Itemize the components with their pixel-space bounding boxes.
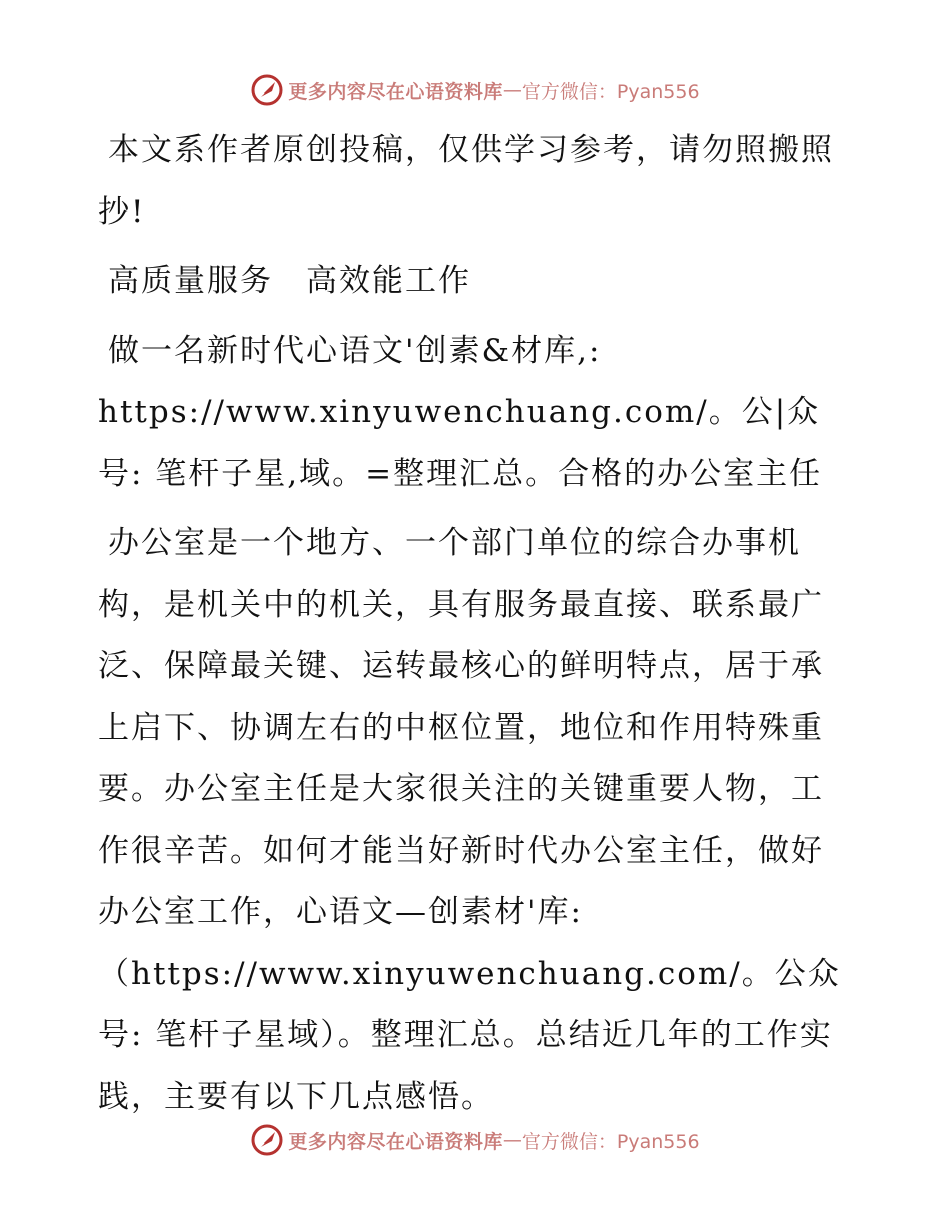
paragraph-title: 做一名新时代心语文'创素&材库,: https://www.xinyuwenchuang.com/。公|众号: 笔杆子星,域。=整理汇总。合格的办公室主任 xyxy=(98,332,823,492)
banner-separator: — xyxy=(502,79,522,101)
footer-watermark-banner xyxy=(0,1120,950,1160)
paragraph-slogan: 高质量服务 高效能工作 xyxy=(108,263,471,299)
banner-wechat: 官方微信：Pyan556 xyxy=(521,80,700,103)
banner-separator: — xyxy=(502,1129,522,1151)
paragraph-notice: 本文系作者原创投稿，仅供学习参考，请勿照搬照抄! xyxy=(98,132,834,230)
header-watermark-banner xyxy=(0,70,950,110)
document-body xyxy=(98,120,850,1128)
quill-logo-icon xyxy=(250,1123,284,1157)
quill-logo-icon xyxy=(250,73,284,107)
banner-wechat: 官方微信：Pyan556 xyxy=(521,1130,700,1153)
banner-text: 更多内容尽在心语资料库 xyxy=(288,80,503,103)
paragraph-body: 办公室是一个地方、一个部门单位的综合办事机构，是机关中的机关，具有服务最直接、联系最广泛、保障最关键、运转最核心的鲜明特点，居于承上启下、协调左右的中枢位置，地位和作用特殊重要。办公室主任是大家很关注的关键重要人物，工作很辛苦。如何才能当好新时代办公室主任，做好办公室工作，心语文—创素材'库: （https://www.xinyuwenchuang.com/。公众号: 笔杆子星域）。整理汇总。总结近几年的工作实践，主要有以下几点感悟。 xyxy=(98,525,841,1115)
banner-text: 更多内容尽在心语资料库 xyxy=(288,1130,503,1153)
